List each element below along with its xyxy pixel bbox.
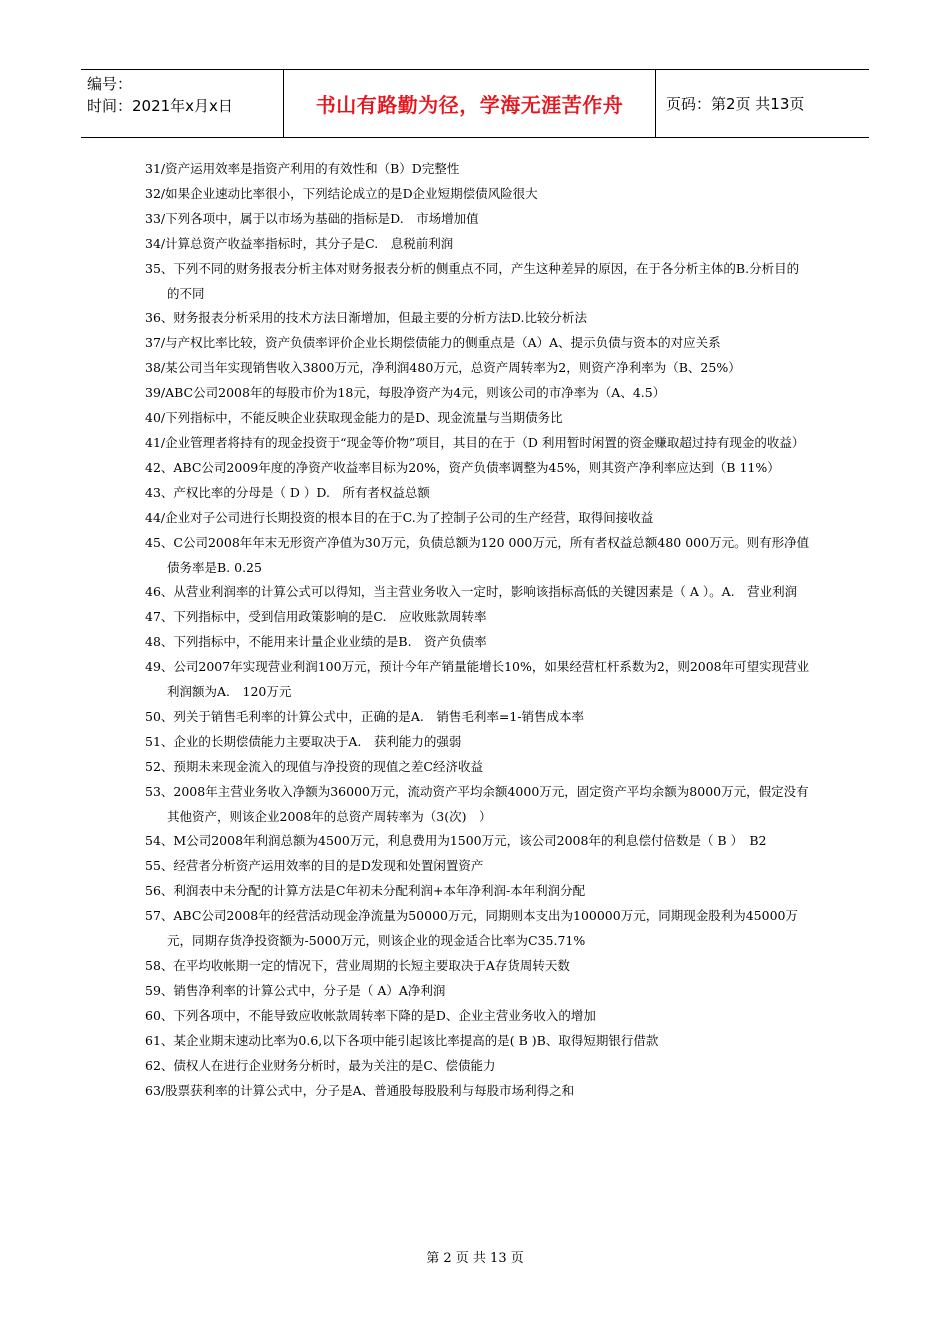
page-info-text: 页码：第2页 共13页	[666, 95, 805, 113]
question-item: 36、财务报表分析采用的技术方法日渐增加，但最主要的分析方法D.比较分析法	[145, 310, 587, 326]
question-item: 46、从营业利润率的计算公式可以得知，当主营业务收入一定时，影响该指标高低的关键因素是（ A ）。A. 营业利润	[145, 584, 798, 600]
question-item: 57、ABC公司2008年的经营活动现金净流量为50000万元，同期则本支出为100000万元，同期现金股利为45000万元，同期存货净投资额为-5000万元，则该企业的现金适合比率为C35.71%	[145, 908, 798, 949]
header-meta	[81, 70, 284, 137]
question-item: 47、下列指标中，受到信用政策影响的是C. 应收账款周转率	[145, 609, 487, 625]
question-item: 48、下列指标中，不能用来计量企业业绩的是B. 资产负债率	[145, 634, 487, 650]
header-page-info	[656, 70, 869, 137]
header-motto	[284, 70, 656, 137]
question-item: 34/计算总资产收益率指标时，其分子是C. 息税前利润	[145, 235, 454, 251]
question-item: 39/ABC公司2008年的每股市价为18元，每股净资产为4元，则该公司的市净率为（A、4.5）	[145, 385, 666, 401]
question-item: 42、ABC公司2009年度的净资产收益率目标为20%，资产负债率调整为45%，则其资产净利率应达到（B 11%）	[145, 459, 780, 475]
question-item: 38/某公司当年实现销售收入3800万元，净利润480万元，总资产周转率为2，则资产净利率为（B、25%）	[145, 360, 741, 376]
question-item: 49、公司2007年实现营业利润100万元，预计今年产销量能增长10%，如果经营杠杆系数为2，则2008年可望实现营业利润额为A. 120万元	[145, 659, 810, 700]
question-item: 51、企业的长期偿债能力主要取决于A. 获利能力的强弱	[145, 733, 462, 749]
question-item: 53、2008年主营业务收入净额为36000万元，流动资产平均余额4000万元，固定资产平均余额为8000万元，假定没有其他资产，则该企业2008年的总资产周转率为（3(次) ）	[145, 783, 809, 824]
question-item: 44/企业对子公司进行长期投资的根本目的在于C.为了控制子公司的生产经营，取得间接收益	[145, 509, 654, 525]
question-list	[145, 157, 810, 1103]
question-item: 63/股票获利率的计算公式中，分子是A、普通股每股股利与每股市场利得之和	[145, 1082, 575, 1098]
question-item: 61、某企业期末速动比率为0.6,以下各项中能引起该比率提高的是( B )B、取得短期银行借款	[145, 1032, 659, 1048]
question-item: 37/与产权比率比较，资产负债率评价企业长期偿债能力的侧重点是（A）A、提示负债与资本的对应关系	[145, 335, 721, 351]
question-item: 33/下列各项中，属于以市场为基础的指标是D. 市场增加值	[145, 210, 479, 226]
footer-page-number: 第 2 页 共 13 页	[426, 1251, 524, 1266]
question-item: 50、列关于销售毛利率的计算公式中，正确的是A. 销售毛利率=1-销售成本率	[145, 708, 585, 724]
question-item: 40/下列指标中，不能反映企业获取现金能力的是D、现金流量与当期债务比	[145, 410, 563, 426]
document-date: 时间：2021年x月x日	[87, 97, 233, 115]
question-item: 31/资产运用效率是指资产利用的有效性和（B）D完整性	[145, 161, 460, 176]
question-item: 41/企业管理者将持有的现金投资于“现金等价物”项目，其目的在于（D 利用暂时闲置的资金赚取超过持有现金的收益）	[145, 434, 805, 450]
question-item: 62、债权人在进行企业财务分析时，最为关注的是C、偿债能力	[145, 1057, 496, 1073]
question-item: 59、销售净利率的计算公式中，分子是（ A）A净利润	[145, 982, 446, 998]
page-footer	[0, 1247, 950, 1266]
question-item: 60、下列各项中，不能导致应收帐款周转率下降的是D、企业主营业务收入的增加	[145, 1007, 596, 1023]
motto-text: 书山有路勤为径，学海无涯苦作舟	[315, 93, 624, 117]
question-item: 55、经营者分析资产运用效率的目的是D发现和处置闲置资产	[145, 858, 484, 874]
question-item: 43、产权比率的分母是（ D ）D. 所有者权益总额	[145, 484, 430, 500]
question-item: 35、下列不同的财务报表分析主体对财务报表分析的侧重点不同，产生这种差异的原因，在于各分析主体的B.分析目的的不同	[145, 260, 800, 301]
question-item: 58、在平均收帐期一定的情况下，营业周期的长短主要取决于A存货周转天数	[145, 958, 570, 973]
page-header	[81, 69, 869, 138]
question-item: 32/如果企业速动比率很小，下列结论成立的是D企业短期偿债风险很大	[145, 185, 538, 201]
question-item: 52、预期未来现金流入的现值与净投资的现值之差C经济收益	[145, 758, 483, 774]
question-item: 45、C公司2008年年末无形资产净值为30万元，负债总额为120 000万元，所有者权益总额480 000万元。则有形净值债务率是B. 0.25	[145, 534, 810, 575]
question-item: 54、M公司2008年利润总额为4500万元，利息费用为1500万元，该公司2008年的利息偿付倍数是（ B ） B2	[145, 833, 767, 849]
document-number-label: 编号：	[87, 75, 133, 93]
question-item: 56、利润表中未分配的计算方法是C年初未分配利润+本年净利润-本年利润分配	[145, 883, 586, 899]
